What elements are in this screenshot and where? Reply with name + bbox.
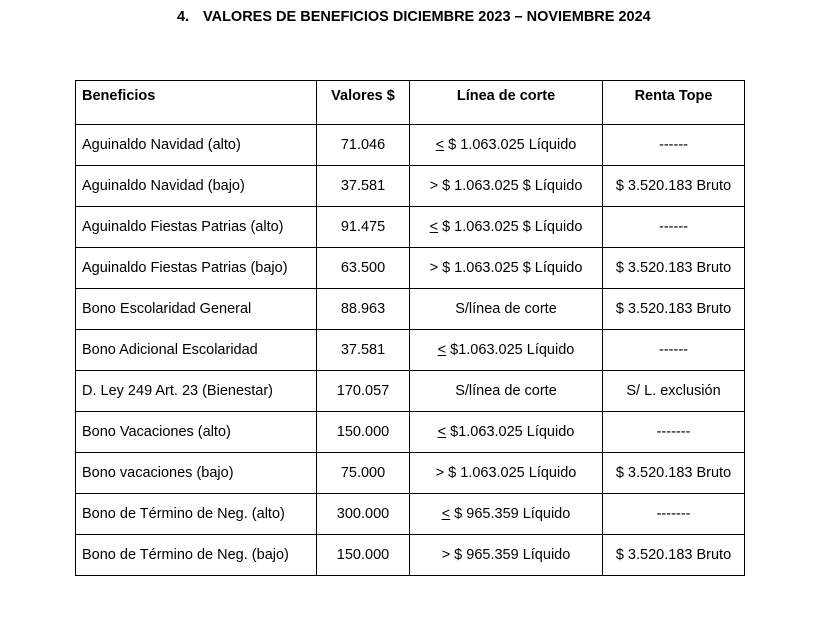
less-equal-symbol: < xyxy=(429,219,439,235)
cell-linea-corte xyxy=(410,412,603,453)
cell-renta-tope: ------ xyxy=(603,330,745,371)
cell-renta-tope: S/ L. exclusión xyxy=(603,371,745,412)
benefits-table xyxy=(75,80,745,576)
cell-valor: 150.000 xyxy=(317,535,410,576)
cell-valor: 37.581 xyxy=(317,166,410,207)
linea-corte-text: > $ 1.063.025 $ Líquido xyxy=(429,260,583,276)
table-row xyxy=(76,248,745,289)
cell-linea-corte xyxy=(410,166,603,207)
cell-linea-corte xyxy=(410,330,603,371)
cell-beneficio: Bono de Término de Neg. (alto) xyxy=(76,494,317,535)
cell-valor: 63.500 xyxy=(317,248,410,289)
linea-corte-text: $ 1.063.025 Líquido xyxy=(444,137,577,153)
table-row xyxy=(76,494,745,535)
table-row xyxy=(76,289,745,330)
table-row xyxy=(76,125,745,166)
linea-corte-text: $ 1.063.025 $ Líquido xyxy=(438,219,583,235)
cell-renta-tope: $ 3.520.183 Bruto xyxy=(603,453,745,494)
cell-renta-tope: ------ xyxy=(603,125,745,166)
cell-beneficio: Bono Escolaridad General xyxy=(76,289,317,330)
cell-beneficio: D. Ley 249 Art. 23 (Bienestar) xyxy=(76,371,317,412)
cell-linea-corte xyxy=(410,535,603,576)
table-row xyxy=(76,371,745,412)
cell-linea-corte xyxy=(410,494,603,535)
cell-linea-corte xyxy=(410,207,603,248)
section-number: 4. xyxy=(177,9,190,25)
linea-corte-text: S/línea de corte xyxy=(455,301,557,317)
cell-renta-tope: ------- xyxy=(603,494,745,535)
cell-beneficio: Bono Adicional Escolaridad xyxy=(76,330,317,371)
header-row xyxy=(76,81,745,125)
less-equal-symbol: < xyxy=(435,137,445,153)
cell-linea-corte xyxy=(410,453,603,494)
cell-beneficio: Aguinaldo Navidad (bajo) xyxy=(76,166,317,207)
cell-valor: 71.046 xyxy=(317,125,410,166)
cell-valor: 88.963 xyxy=(317,289,410,330)
cell-renta-tope: ------ xyxy=(603,207,745,248)
cell-valor: 170.057 xyxy=(317,371,410,412)
table-row xyxy=(76,412,745,453)
cell-linea-corte xyxy=(410,371,603,412)
cell-beneficio: Bono de Término de Neg. (bajo) xyxy=(76,535,317,576)
less-equal-symbol: < xyxy=(437,424,447,440)
header-renta-tope: Renta Tope xyxy=(603,81,745,125)
table-row xyxy=(76,330,745,371)
table-row xyxy=(76,207,745,248)
section-title: VALORES DE BENEFICIOS DICIEMBRE 2023 – NOVIEMBRE 2024 xyxy=(203,9,651,25)
section-heading xyxy=(0,7,824,27)
cell-renta-tope: $ 3.520.183 Bruto xyxy=(603,535,745,576)
cell-valor: 37.581 xyxy=(317,330,410,371)
table-body xyxy=(76,125,745,576)
cell-beneficio: Aguinaldo Fiestas Patrias (alto) xyxy=(76,207,317,248)
less-equal-symbol: < xyxy=(437,342,447,358)
cell-renta-tope: ------- xyxy=(603,412,745,453)
table-row xyxy=(76,453,745,494)
cell-renta-tope: $ 3.520.183 Bruto xyxy=(603,289,745,330)
linea-corte-text: $1.063.025 Líquido xyxy=(446,424,575,440)
cell-beneficio: Aguinaldo Navidad (alto) xyxy=(76,125,317,166)
cell-renta-tope: $ 3.520.183 Bruto xyxy=(603,248,745,289)
cell-linea-corte xyxy=(410,289,603,330)
table-row xyxy=(76,535,745,576)
cell-valor: 91.475 xyxy=(317,207,410,248)
cell-linea-corte xyxy=(410,248,603,289)
header-linea-de-corte: Línea de corte xyxy=(410,81,603,125)
linea-corte-text: S/línea de corte xyxy=(455,383,557,399)
table-header xyxy=(76,81,745,125)
header-valores: Valores $ xyxy=(317,81,410,125)
less-equal-symbol: < xyxy=(441,506,451,522)
linea-corte-text: $1.063.025 Líquido xyxy=(446,342,575,358)
linea-corte-text: > $ 1.063.025 $ Líquido xyxy=(429,178,583,194)
header-beneficios: Beneficios xyxy=(76,81,317,125)
linea-corte-text: > $ 965.359 Líquido xyxy=(441,547,571,563)
cell-beneficio: Aguinaldo Fiestas Patrias (bajo) xyxy=(76,248,317,289)
cell-valor: 75.000 xyxy=(317,453,410,494)
cell-linea-corte xyxy=(410,125,603,166)
linea-corte-text: $ 965.359 Líquido xyxy=(450,506,571,522)
cell-beneficio: Bono vacaciones (bajo) xyxy=(76,453,317,494)
cell-renta-tope: $ 3.520.183 Bruto xyxy=(603,166,745,207)
linea-corte-text: > $ 1.063.025 Líquido xyxy=(435,465,577,481)
cell-valor: 150.000 xyxy=(317,412,410,453)
cell-valor: 300.000 xyxy=(317,494,410,535)
cell-beneficio: Bono Vacaciones (alto) xyxy=(76,412,317,453)
table-row xyxy=(76,166,745,207)
